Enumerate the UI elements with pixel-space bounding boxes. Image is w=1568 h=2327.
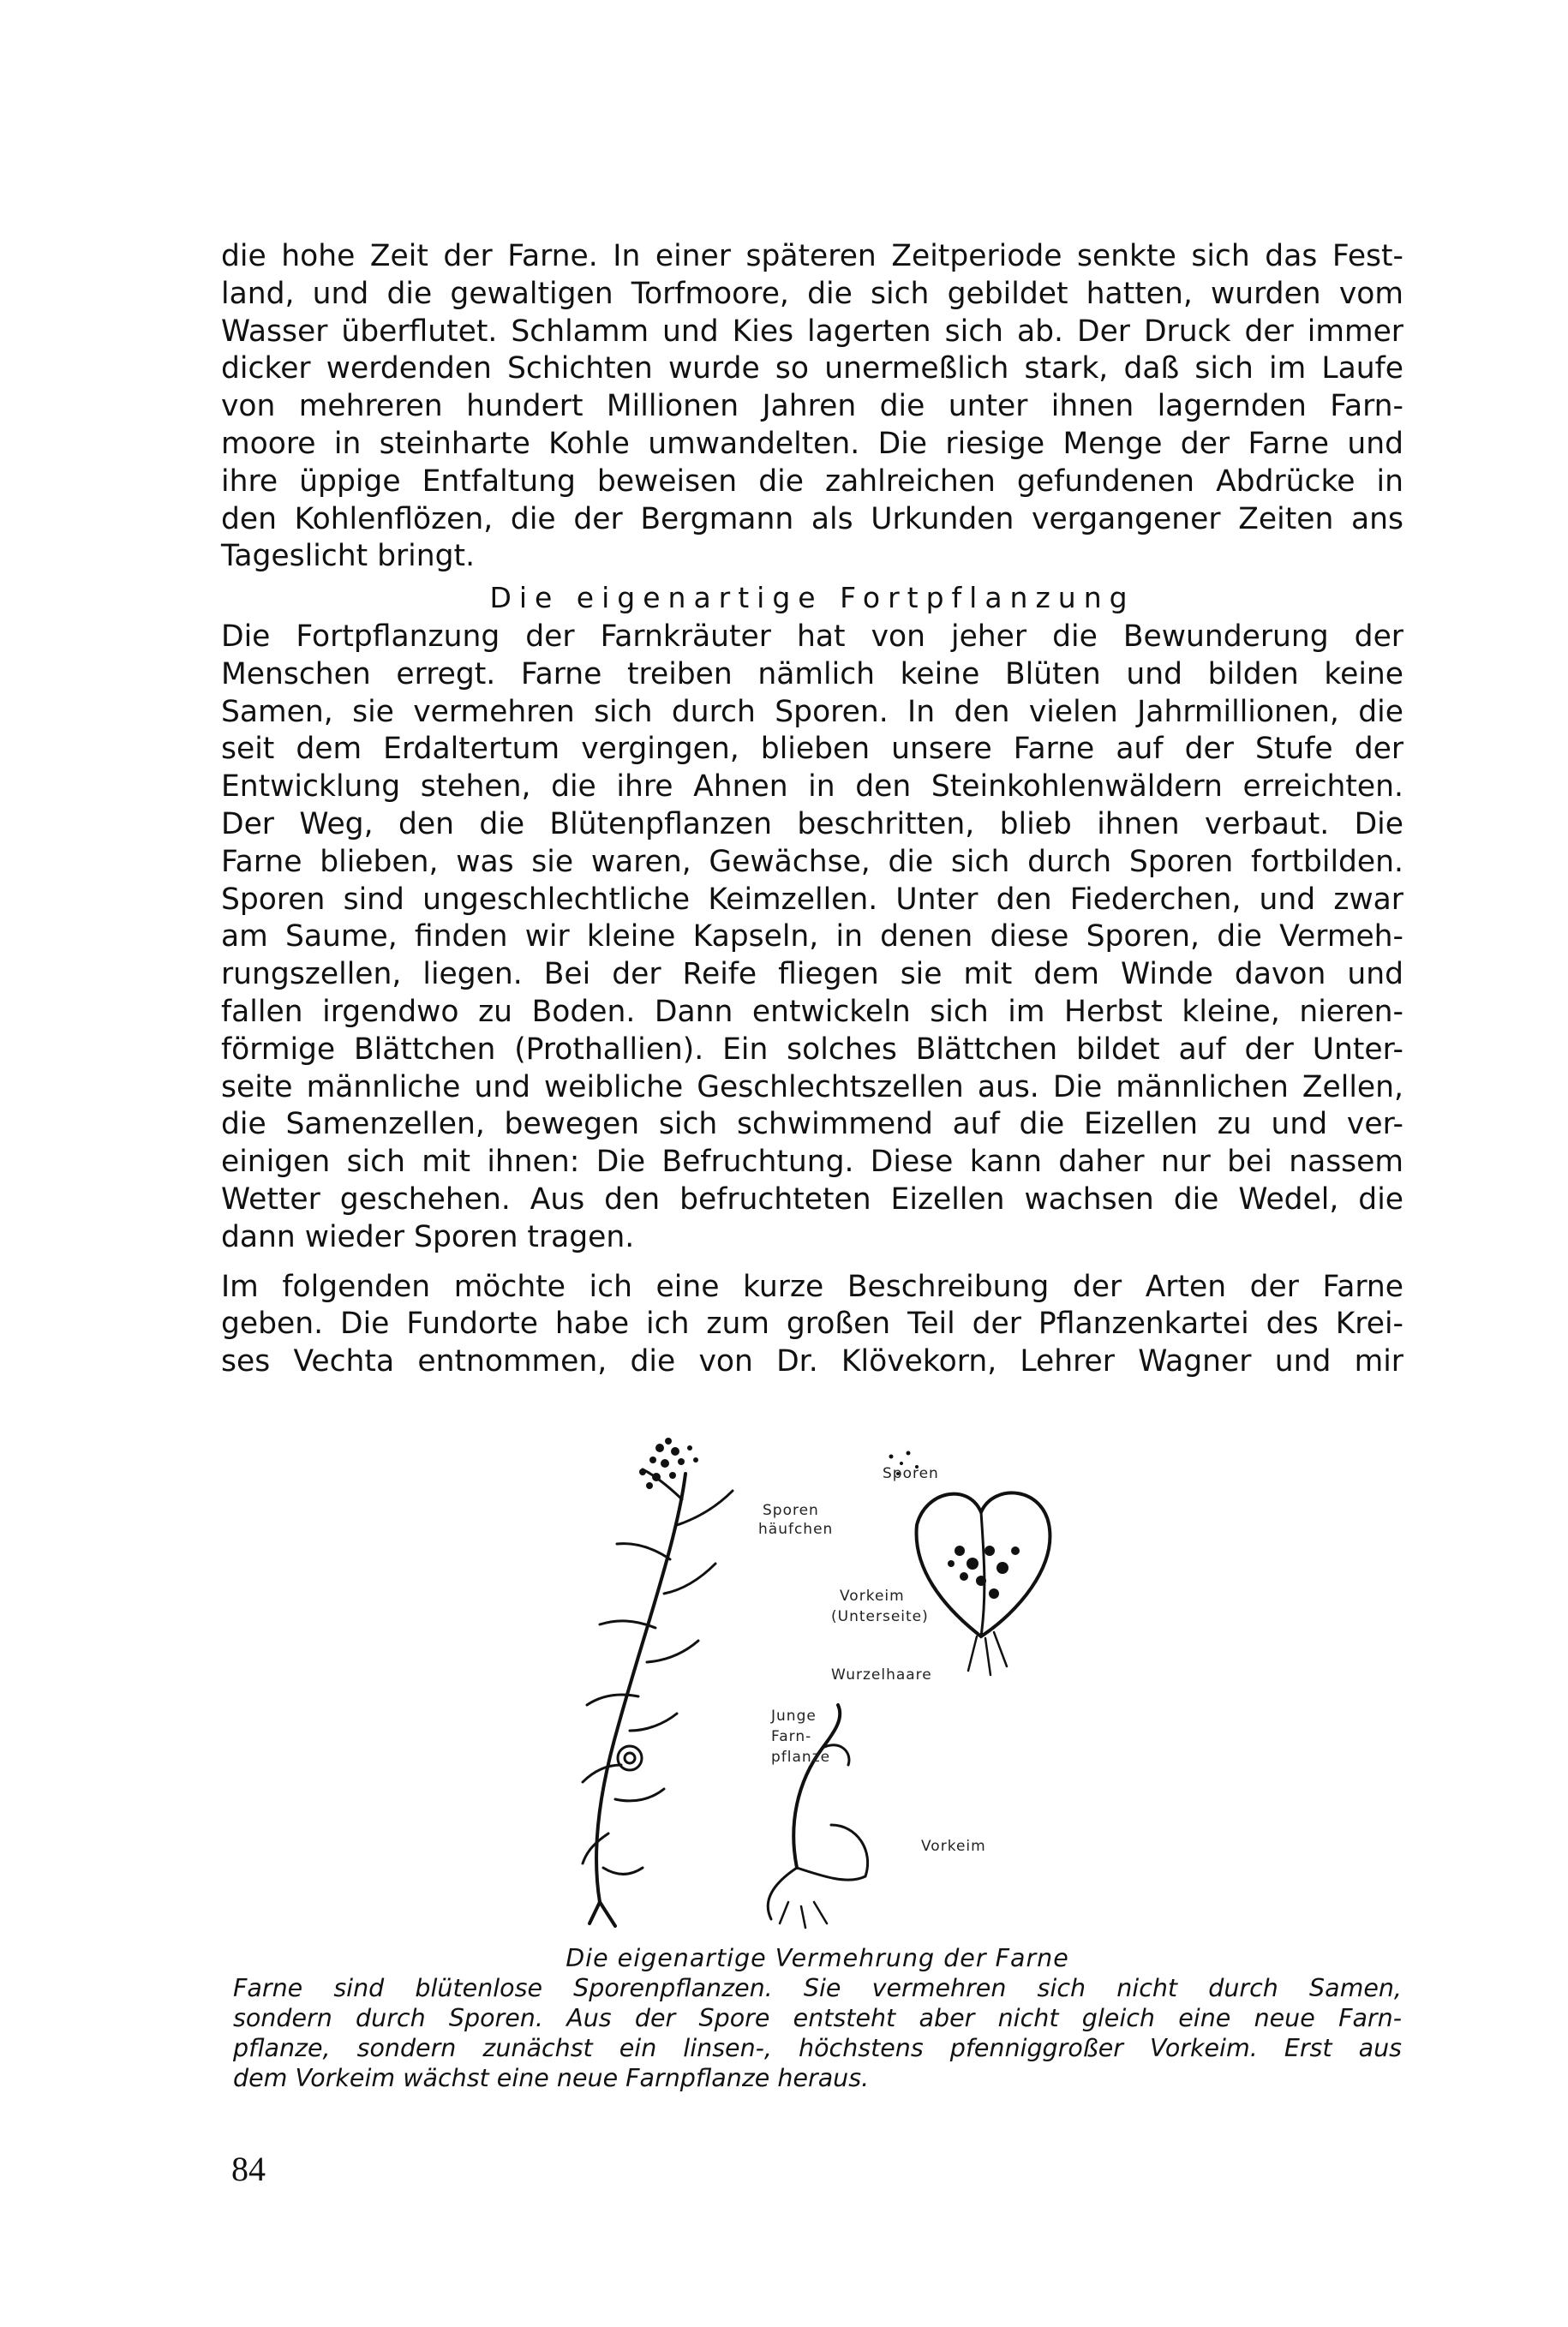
text-line: rungszellen, liegen. Bei der Reife fliegen sie mit dem Winde davon und [221, 957, 1403, 992]
text-line: Wasser überflutet. Schlamm und Kies lagerten sich ab. Der Druck der immer [221, 314, 1403, 349]
label-vorkeim: Vorkeim [840, 1588, 905, 1605]
figure-caption [233, 1943, 1402, 2093]
label-unterseite: (Unterseite) [831, 1608, 929, 1625]
text-line: moore in steinharte Kohle umwandelten. Die riesige Menge der Farne und [221, 426, 1403, 461]
fern-reproduction-illustration [514, 1422, 1080, 1936]
text-line: geben. Die Fundorte habe ich zum großen Teil der Pflanzenkartei des Krei- [221, 1307, 1403, 1342]
text-line: die hohe Zeit der Farne. In einer späteren Zeitperiode senkte sich das Fest- [221, 239, 1403, 273]
text-line: fallen irgendwo zu Boden. Dann entwickeln sich im Herbst kleine, nieren- [221, 994, 1403, 1029]
text-line: am Saume, finden wir kleine Kapseln, in denen diese Sporen, die Vermeh- [221, 919, 1403, 954]
label-farn: Farn- [771, 1728, 812, 1745]
text-line: Sporen sind ungeschlechtliche Keimzellen. Unter den Fiederchen, und zwar [221, 882, 1403, 917]
label-pflanze: pflanze [771, 1749, 831, 1766]
label-junge: Junge [771, 1708, 817, 1725]
sporangia-clusters [639, 1438, 698, 1489]
text-line: förmige Blättchen (Prothallien). Ein solches Blättchen bildet auf der Unter- [221, 1032, 1403, 1067]
caption-line: dem Vorkeim wächst eine neue Farnpflanze heraus. [233, 2064, 870, 2092]
fern-frond-drawing [583, 1469, 733, 1926]
text-line: ihre üppige Entfaltung beweisen die zahlreichen gefundenen Abdrücke in [221, 464, 1403, 499]
text-line: Tageslicht bringt. [221, 539, 476, 574]
text-line: Die Fortpflanzung der Farnkräuter hat von jeher die Bewunderung der [221, 619, 1403, 654]
paragraph-gap [221, 1257, 1403, 1269]
text-line: ses Vechta entnommen, die von Dr. Klövekorn, Lehrer Wagner und mir [221, 1344, 1403, 1379]
text-line: seit dem Erdaltertum vergingen, blieben unsere Farne auf der Stufe der [221, 732, 1403, 767]
text-line: einigen sich mit ihnen: Die Befruchtung. Diese kann daher nur bei nassem [221, 1145, 1403, 1180]
text-line: dicker werdenden Schichten wurde so unermeßlich stark, daß sich im Laufe [221, 351, 1403, 386]
text-line: dann wieder Sporen tragen. [221, 1219, 635, 1254]
caption-line: sondern durch Sporen. Aus der Spore entsteht aber nicht gleich eine neue Farn- [233, 2004, 1402, 2032]
text-line: land, und die gewaltigen Torfmoore, die sich gebildet hatten, wurden vom [221, 276, 1403, 311]
illustration-svg [514, 1422, 1080, 1936]
section-heading: Die eigenartige Fortpflanzung [489, 581, 1135, 615]
text-line: Farne blieben, was sie waren, Gewächse, die sich durch Sporen fortbilden. [221, 844, 1403, 879]
text-line: die Samenzellen, bewegen sich schwimmend auf die Eizellen zu und ver- [221, 1107, 1403, 1142]
text-line: von mehreren hundert Millionen Jahren die unter ihnen lagernden Farn- [221, 389, 1403, 424]
label-vorkeim-bottom: Vorkeim [921, 1838, 986, 1855]
label-sporen: Sporen [883, 1465, 939, 1482]
text-line: seite männliche und weibliche Geschlechtszellen aus. Die männlichen Zellen, [221, 1069, 1403, 1104]
caption-line: pflanze, sondern zunächst ein linsen-, höchstens pfenniggroßer Vorkeim. Erst aus [233, 2034, 1402, 2062]
body-text [221, 238, 1403, 1381]
text-line: Entwicklung stehen, die ihre Ahnen in den Steinkohlenwäldern erreichten. [221, 769, 1403, 805]
label-sporenhaufchen: Sporen [763, 1502, 819, 1519]
label-sporenhaufchen-2: häufchen [758, 1521, 834, 1538]
text-line: Im folgenden möchte ich eine kurze Beschreibung der Arten der Farne [221, 1269, 1403, 1304]
caption-line: Farne sind blütenlose Sporenpflanzen. Sie vermehren sich nicht durch Samen, [233, 1974, 1402, 2002]
text-line: Der Weg, den die Blütenpflanzen beschritten, blieb ihnen verbaut. Die [221, 806, 1403, 841]
text-line: Samen, sie vermehren sich durch Sporen. In den vielen Jahrmillionen, die [221, 694, 1403, 729]
text-line: den Kohlenflözen, die der Bergmann als Urkunden vergangener Zeiten ans [221, 501, 1403, 536]
label-wurzelhaare: Wurzelhaare [831, 1666, 932, 1684]
caption-title: Die eigenartige Vermehrung der Farne [566, 1944, 1069, 1972]
text-line: Wetter geschehen. Aus den befruchteten Eizellen wachsen die Wedel, die [221, 1181, 1403, 1217]
page-number: 84 [231, 2150, 266, 2188]
text-line: Menschen erregt. Farne treiben nämlich keine Blüten und bilden keine [221, 656, 1403, 691]
